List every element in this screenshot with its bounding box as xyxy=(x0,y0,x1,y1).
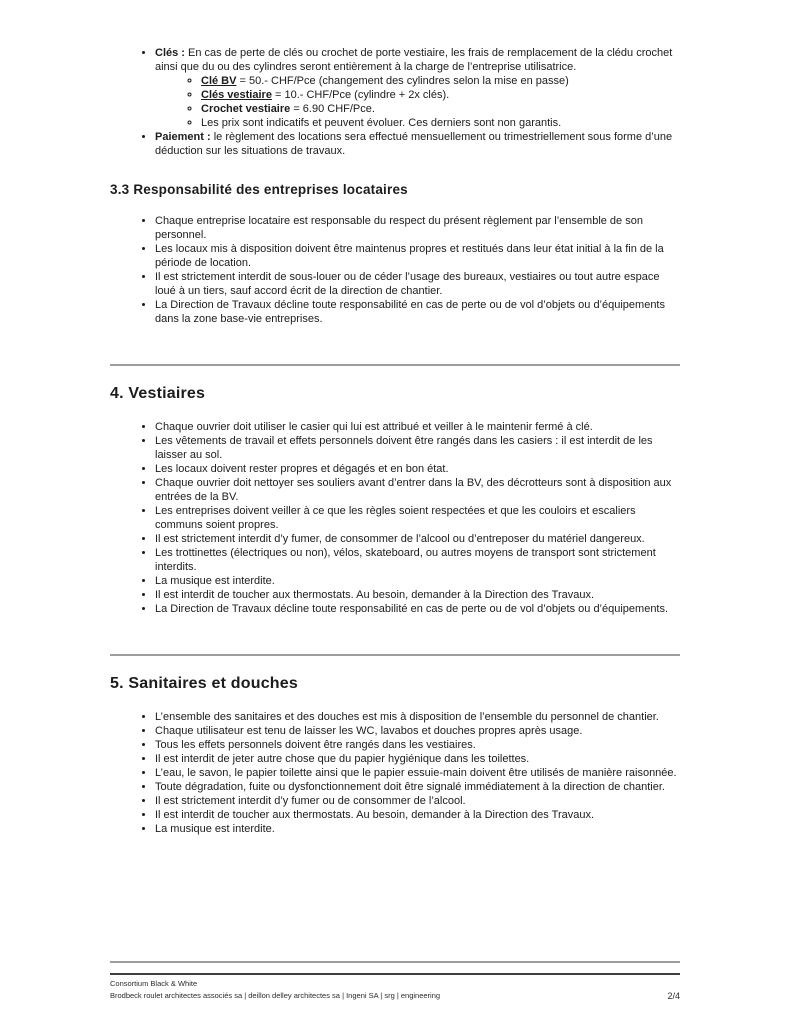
sub-bullet-text: = 6.90 CHF/Pce. xyxy=(290,103,375,115)
bullet-text: le règlement des locations sera effectué mensuellement ou trimestriellement sous forme d’une déduction sur les situations de travaux. xyxy=(155,131,673,157)
list-item: • L’eau, le savon, le papier toilette ainsi que le papier essuie-main doivent être utilisés de manière raisonnée. xyxy=(155,766,680,780)
section-heading-vestiaires: 4. Vestiaires xyxy=(110,385,206,402)
keys-payment-list xyxy=(110,46,680,158)
vestiaires-list xyxy=(110,420,680,616)
document-content xyxy=(110,46,680,836)
responsabilite-list xyxy=(110,214,680,326)
sub-bullet-lead: Clés vestiaire xyxy=(201,89,272,101)
key-prices-sublist xyxy=(155,74,680,130)
footer-consortium-name: Consortium Black & White xyxy=(110,979,198,988)
list-item: • Les locaux doivent rester propres et dégagés et en bon état. xyxy=(155,462,680,476)
list-item: • Les trottinettes (électriques ou non), vélos, skateboard, ou autres moyens de transport sont strictement interdits. xyxy=(155,546,680,574)
footer-partners-line: Brodbeck roulet architectes associés sa | deillon delley architectes sa | Ingeni SA | srg | engineering xyxy=(110,990,441,1000)
footer-row xyxy=(110,978,680,1001)
list-item: • Chaque ouvrier doit nettoyer ses souliers avant d’entrer dans la BV, des décrotteurs sont à disposition aux entrées de la BV. xyxy=(155,476,680,504)
list-item-paiement xyxy=(155,130,680,158)
section-divider xyxy=(110,654,680,656)
list-item-cle-bv xyxy=(201,74,680,88)
list-item: • Il est strictement interdit de sous-louer ou de céder l’usage des bureaux, vestiaires ou tout autre espace loué à un tiers, sauf accord écrit de la direction de chantier. xyxy=(155,270,680,298)
sub-bullet-text: = 50.- CHF/Pce (changement des cylindres selon la mise en passe) xyxy=(236,75,569,87)
list-item: • Chaque ouvrier doit utiliser le casier qui lui est attribué et veiller à le maintenir fermé à clé. xyxy=(155,420,680,434)
bullet-text: En cas de perte de clés ou crochet de porte vestiaire, les frais de remplacement de la clédu crochet ainsi que du ou des cylindres seront entièrement à la charge de l’entreprise utilisatrice. xyxy=(155,47,673,73)
page-number: 2/4 xyxy=(667,991,680,1001)
sub-bullet-lead: Clé BV xyxy=(201,75,237,87)
footer-divider-thin xyxy=(110,961,680,963)
list-item: • Toute dégradation, fuite ou dysfonctionnement doit être signalé immédiatement à la direction de chantier. xyxy=(155,780,680,794)
section-divider xyxy=(110,364,680,366)
list-item: • Il est interdit de toucher aux thermostats. Au besoin, demander à la Direction des Travaux. xyxy=(155,588,680,602)
section-heading-responsabilite: 3.3 Responsabilité des entreprises locataires xyxy=(110,182,408,197)
footer-identity xyxy=(110,978,440,1001)
list-item: • La musique est interdite. xyxy=(155,822,680,836)
list-item: • La Direction de Travaux décline toute responsabilité en cas de perte ou de vol d’objets ou d’équipements. xyxy=(155,602,680,616)
list-item: • Tous les effets personnels doivent être rangés dans les vestiaires. xyxy=(155,738,680,752)
section-heading-sanitaires: 5. Sanitaires et douches xyxy=(110,675,298,692)
list-item: • Il est strictement interdit d’y fumer, de consommer de l’alcool ou d’entreposer du matériel dangereux. xyxy=(155,532,680,546)
sub-bullet-lead: Crochet vestiaire xyxy=(201,103,291,115)
footer-divider-thick xyxy=(110,973,680,975)
bullet-lead: Clés : xyxy=(155,47,185,59)
list-item: • Les vêtements de travail et effets personnels doivent être rangés dans les casiers : il est interdit de les laisser au sol. xyxy=(155,434,680,462)
bullet-lead: Paiement : xyxy=(155,131,211,143)
list-item: • Chaque utilisateur est tenu de laisser les WC, lavabos et douches propres après usage. xyxy=(155,724,680,738)
sub-bullet-text: Les prix sont indicatifs et peuvent évoluer. Ces derniers sont non garantis. xyxy=(201,117,562,129)
list-item: • La musique est interdite. xyxy=(155,574,680,588)
page-footer xyxy=(110,961,680,1001)
list-item: • Il est strictement interdit d’y fumer ou de consommer de l’alcool. xyxy=(155,794,680,808)
sub-bullet-text: = 10.- CHF/Pce (cylindre + 2x clés). xyxy=(271,89,450,101)
list-item: • L’ensemble des sanitaires et des douches est mis à disposition de l’ensemble du personnel de chantier. xyxy=(155,710,680,724)
list-item: • Il est interdit de jeter autre chose que du papier hygiénique dans les toilettes. xyxy=(155,752,680,766)
list-item: • Les locaux mis à disposition doivent être maintenus propres et restitués dans leur état initial à la fin de la période de location. xyxy=(155,242,680,270)
list-item: • Les entreprises doivent veiller à ce que les règles soient respectées et que les couloirs et escaliers communs soient propres. xyxy=(155,504,680,532)
list-item-cles-vestiaire xyxy=(201,88,680,102)
list-item-crochet-vestiaire xyxy=(201,102,680,116)
list-item-keys xyxy=(155,46,680,130)
list-item: • Chaque entreprise locataire est responsable du respect du présent règlement par l’ensemble de son personnel. xyxy=(155,214,680,242)
sanitaires-list xyxy=(110,710,680,836)
list-item: • La Direction de Travaux décline toute responsabilité en cas de perte ou de vol d’objets ou d’équipements dans la zone base-vie entreprises. xyxy=(155,298,680,326)
list-item-prix-indicatifs xyxy=(201,116,680,130)
list-item: • Il est interdit de toucher aux thermostats. Au besoin, demander à la Direction des Travaux. xyxy=(155,808,680,822)
